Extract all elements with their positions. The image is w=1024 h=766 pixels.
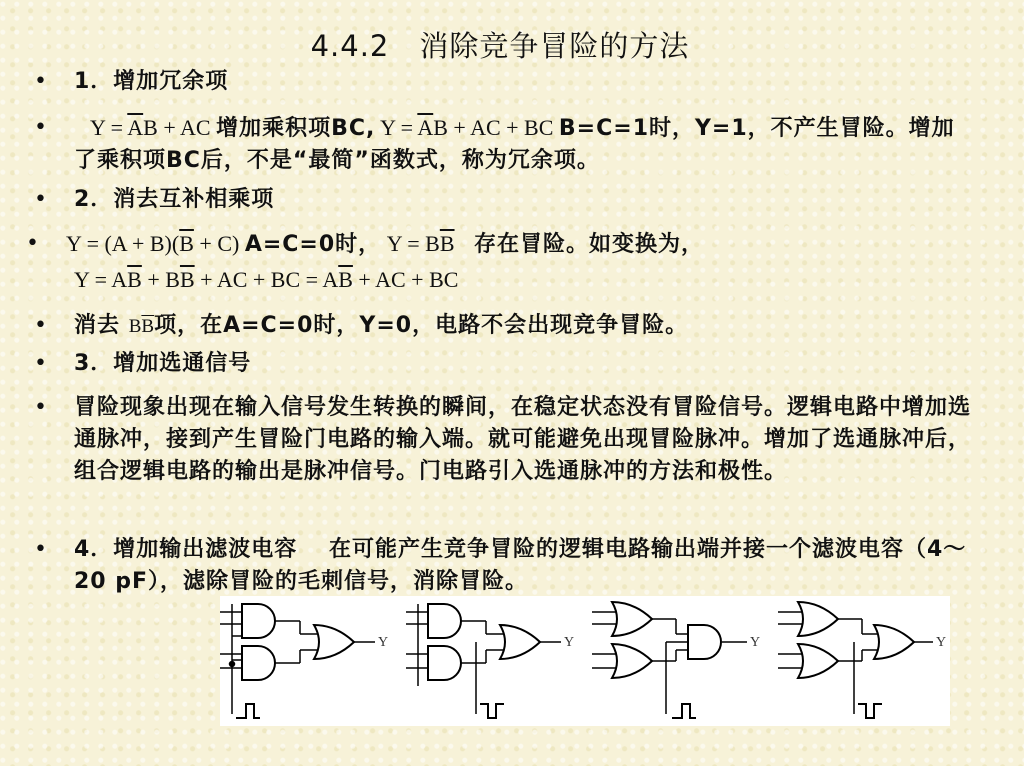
bullet-add-redundant-term: • 1．增加冗余项 <box>74 66 974 98</box>
formula-pos: $Y = (A + B)(\overline{B} + C)$ <box>66 231 240 256</box>
formula-with-bc: $Y = \overline{A}B$ + AC + BC <box>380 115 554 140</box>
circuit-2 <box>406 604 574 718</box>
bullet-filter-capacitor: • 4．增加输出滤波电容 在可能产生竞争冒险的逻辑电路输出端并接一个滤波电容（4～20 pF），滤除冒险的毛刺信号，消除冒险。 <box>74 534 974 598</box>
slide-title: 4.4.2 消除竞争冒险的方法 <box>310 29 690 63</box>
output-label-y: Y <box>564 635 575 650</box>
bullet-text: 增加乘积项BC, <box>216 116 376 141</box>
formula-bbbar: $Y = B\overline{B}$ <box>386 231 455 256</box>
bullet-text: 存在冒险。如变换为， <box>474 232 705 257</box>
strobe-circuit-diagrams <box>220 596 950 726</box>
bullet-complement-formula <box>66 228 966 261</box>
circuit-3 <box>592 602 760 718</box>
bullet-text: B=C=1时，Y=1，不产生冒险。增加了乘积项BC后，不是“最简”函数式，称为冗余项。 <box>74 116 955 173</box>
bullet-add-strobe-signal: • 3．增加选通信号 <box>74 348 974 380</box>
bullet-eliminate-bbbar: • 消去 $B\overline{B}$项，在A=C=0时，Y=0，电路不会出现竞争冒险。 <box>74 310 974 343</box>
formula-expanded: $Y = A\overline{B} + B\overline{B}$ + AC + BC = $A\overline{B}$ + AC + BC <box>74 267 459 292</box>
bullet-redundant-term-formula <box>74 112 974 177</box>
output-label-y: Y <box>936 635 947 650</box>
circuit-1 <box>220 604 388 718</box>
bullet-remove-complement-product: • 2．消去互补相乘项 <box>74 184 974 216</box>
output-label-y: Y <box>378 635 389 650</box>
bullet-text: A=C=0时， <box>244 232 382 257</box>
bullet-strobe-description: • 冒险现象出现在输入信号发生转换的瞬间，在稳定状态没有冒险信号。逻辑电路中增加选通脉冲，接到产生冒险门电路的输入端。就可能避免出现冒险脉冲。增加了选通脉冲后，组合逻辑电路的输出是脉冲信号。门电路引入选通脉冲的方法和极性。 <box>74 392 974 488</box>
output-label-y: Y <box>750 635 761 650</box>
formula-original: $Y = \overline{A}B$ + AC <box>90 115 211 140</box>
circuit-4 <box>778 602 946 718</box>
formula-bbbar-term: $B\overline{B}$ <box>128 316 155 337</box>
